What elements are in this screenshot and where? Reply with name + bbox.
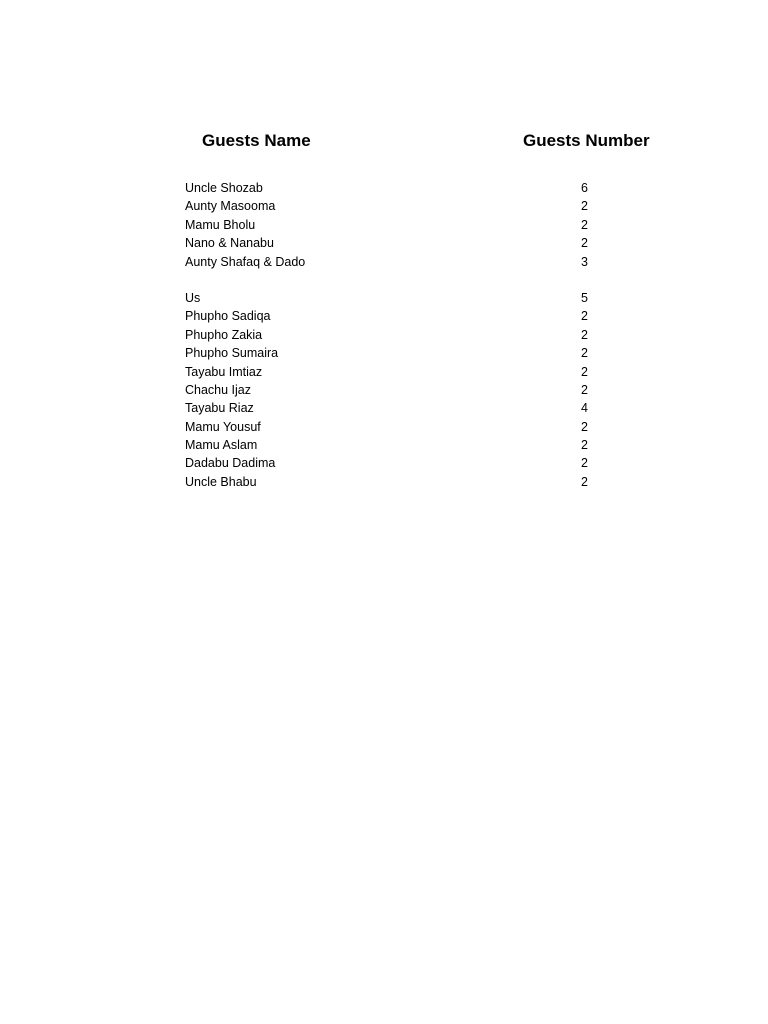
guest-name: Dadabu Dadima (185, 456, 276, 471)
guest-row (185, 216, 605, 234)
guest-name: Aunty Masooma (185, 199, 276, 214)
guest-name: Phupho Sumaira (185, 346, 279, 361)
guest-number: 2 (581, 346, 588, 361)
guest-number: 2 (581, 419, 588, 434)
guests-name-header: Guests Name (202, 131, 311, 150)
guest-row (185, 418, 605, 436)
guest-number: 2 (581, 309, 588, 324)
guest-group-1 (185, 179, 605, 271)
guest-number: 5 (581, 290, 588, 305)
guest-name: Nano & Nanabu (185, 236, 274, 251)
guest-name: Mamu Bholu (185, 217, 256, 232)
guest-number: 2 (581, 382, 588, 397)
guest-name: Phupho Zakia (185, 327, 263, 342)
guest-number: 2 (581, 474, 588, 489)
guest-row (185, 454, 605, 472)
guest-name: Tayabu Imtiaz (185, 364, 263, 379)
guest-row (185, 436, 605, 454)
guest-name: Chachu Ijaz (185, 382, 252, 397)
guest-number: 4 (581, 401, 588, 416)
guest-row (185, 197, 605, 215)
guest-row (185, 344, 605, 362)
guests-number-header: Guests Number (523, 131, 650, 150)
guest-number: 2 (581, 438, 588, 453)
guest-row (185, 326, 605, 344)
guest-number: 2 (581, 236, 588, 251)
guest-name: Mamu Aslam (185, 438, 258, 453)
guest-number: 6 (581, 181, 588, 195)
guest-name: Aunty Shafaq & Dado (185, 254, 306, 269)
guest-row (185, 234, 605, 252)
guest-number: 2 (581, 327, 588, 342)
guest-row (185, 179, 605, 197)
guest-number: 2 (581, 456, 588, 471)
guest-name: Uncle Shozab (185, 181, 263, 195)
guest-number: 2 (581, 199, 588, 214)
guest-name: Tayabu Riaz (185, 401, 254, 416)
guest-name: Phupho Sadiqa (185, 309, 271, 324)
guest-row (185, 473, 605, 491)
guest-list (185, 179, 605, 491)
guest-number: 3 (581, 254, 588, 269)
guest-row (185, 399, 605, 417)
guest-row (185, 363, 605, 381)
guest-row (185, 307, 605, 325)
guest-row (185, 253, 605, 271)
guest-name: Mamu Yousuf (185, 419, 261, 434)
guest-name: Us (185, 290, 201, 305)
guest-number: 2 (581, 217, 588, 232)
guest-row (185, 381, 605, 399)
guest-group-2 (185, 289, 605, 491)
guest-row (185, 289, 605, 307)
guest-name: Uncle Bhabu (185, 474, 257, 489)
guest-number: 2 (581, 364, 588, 379)
